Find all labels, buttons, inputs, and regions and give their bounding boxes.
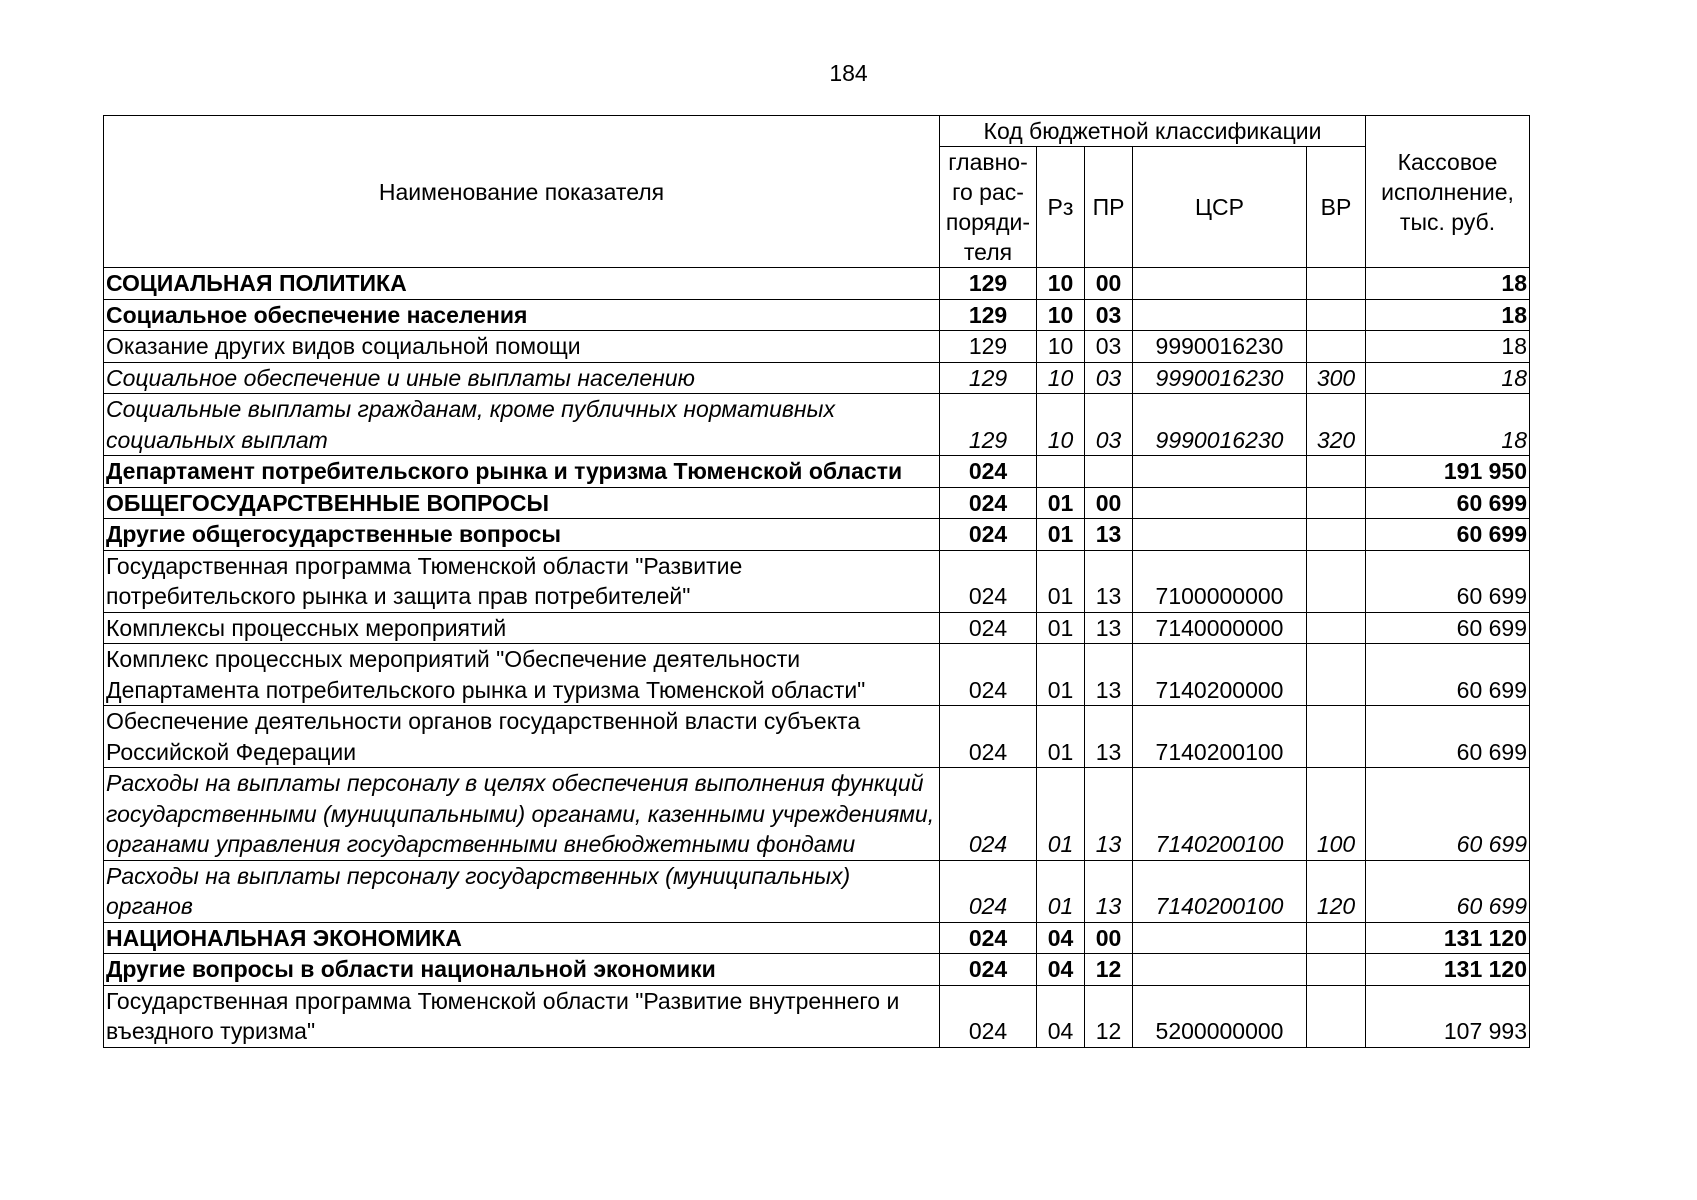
- cell-amount: 18: [1366, 268, 1530, 300]
- header-main-admin-line: поряди-: [945, 209, 1031, 235]
- cell-name: Оказание других видов социальной помощи: [104, 331, 940, 363]
- cell-name: Социальное обеспечение населения: [104, 299, 940, 331]
- table-row: [104, 860, 1530, 922]
- cell-vr: [1307, 550, 1366, 612]
- cell-csr: [1133, 299, 1307, 331]
- header-main-admin-line: главно-: [948, 149, 1028, 175]
- cell-main-admin: 024: [940, 487, 1037, 519]
- cell-main-admin: 129: [940, 362, 1037, 394]
- cell-vr: [1307, 268, 1366, 300]
- cell-vr: 100: [1307, 768, 1366, 861]
- cell-main-admin: 024: [940, 519, 1037, 551]
- cell-rz: 01: [1037, 768, 1085, 861]
- cell-amount: 191 950: [1366, 456, 1530, 488]
- cell-rz: 10: [1037, 362, 1085, 394]
- cell-csr: [1133, 456, 1307, 488]
- cell-name: Комплекс процессных мероприятий "Обеспечение деятельности Департамента потребительского рынка и туризма Тюменской области": [104, 644, 940, 706]
- cell-vr: [1307, 954, 1366, 986]
- table-row: [104, 706, 1530, 768]
- cell-rz: [1037, 456, 1085, 488]
- table-row: [104, 922, 1530, 954]
- cell-name: Обеспечение деятельности органов государственной власти субъекта Российской Федерации: [104, 706, 940, 768]
- cell-amount: 60 699: [1366, 860, 1530, 922]
- table-row: [104, 768, 1530, 861]
- cell-vr: 320: [1307, 394, 1366, 456]
- cell-main-admin: 024: [940, 550, 1037, 612]
- cell-rz: 01: [1037, 550, 1085, 612]
- cell-amount: 18: [1366, 362, 1530, 394]
- table-row: [104, 268, 1530, 300]
- budget-table: [103, 115, 1530, 1048]
- cell-pr: [1085, 456, 1133, 488]
- table-row: [104, 644, 1530, 706]
- table-body: [104, 268, 1530, 1048]
- cell-amount: 60 699: [1366, 519, 1530, 551]
- cell-csr: [1133, 954, 1307, 986]
- cell-main-admin: 129: [940, 394, 1037, 456]
- header-vr: ВР: [1307, 147, 1366, 268]
- header-csr: ЦСР: [1133, 147, 1307, 268]
- cell-pr: 13: [1085, 519, 1133, 551]
- page-number: 184: [829, 60, 868, 86]
- cell-pr: 03: [1085, 299, 1133, 331]
- cell-main-admin: 024: [940, 706, 1037, 768]
- cell-csr: 7140200100: [1133, 860, 1307, 922]
- cell-rz: 01: [1037, 612, 1085, 644]
- header-rz: Рз: [1037, 147, 1085, 268]
- table-row: [104, 550, 1530, 612]
- cell-csr: 7140200000: [1133, 644, 1307, 706]
- cell-main-admin: 024: [940, 860, 1037, 922]
- cell-pr: 13: [1085, 550, 1133, 612]
- cell-amount: 131 120: [1366, 922, 1530, 954]
- cell-name: Комплексы процессных мероприятий: [104, 612, 940, 644]
- header-name: Наименование показателя: [104, 116, 940, 268]
- header-pr: ПР: [1085, 147, 1133, 268]
- cell-csr: 9990016230: [1133, 394, 1307, 456]
- cell-amount: 18: [1366, 299, 1530, 331]
- cell-name: Другие вопросы в области национальной экономики: [104, 954, 940, 986]
- cell-main-admin: 024: [940, 612, 1037, 644]
- table-row: [104, 299, 1530, 331]
- cell-csr: 9990016230: [1133, 331, 1307, 363]
- cell-pr: 13: [1085, 706, 1133, 768]
- cell-name: Расходы на выплаты персоналу в целях обеспечения выполнения функций государственными (муниципальными) органами, казенными учреждениями, органами управления государственными внебюджетными фондами: [104, 768, 940, 861]
- cell-vr: 300: [1307, 362, 1366, 394]
- cell-name: НАЦИОНАЛЬНАЯ ЭКОНОМИКА: [104, 922, 940, 954]
- cell-main-admin: 024: [940, 768, 1037, 861]
- cell-amount: 131 120: [1366, 954, 1530, 986]
- cell-name: ОБЩЕГОСУДАРСТВЕННЫЕ ВОПРОСЫ: [104, 487, 940, 519]
- table-row: [104, 362, 1530, 394]
- table-row: [104, 519, 1530, 551]
- cell-rz: 04: [1037, 985, 1085, 1047]
- cell-pr: 03: [1085, 362, 1133, 394]
- cell-rz: 10: [1037, 394, 1085, 456]
- cell-csr: 9990016230: [1133, 362, 1307, 394]
- cell-rz: 01: [1037, 706, 1085, 768]
- cell-name: Другие общегосударственные вопросы: [104, 519, 940, 551]
- cell-csr: 7100000000: [1133, 550, 1307, 612]
- cell-main-admin: 129: [940, 299, 1037, 331]
- cell-pr: 12: [1085, 954, 1133, 986]
- cell-amount: 18: [1366, 331, 1530, 363]
- cell-amount: 60 699: [1366, 706, 1530, 768]
- cell-name: СОЦИАЛЬНАЯ ПОЛИТИКА: [104, 268, 940, 300]
- cell-vr: [1307, 985, 1366, 1047]
- cell-name: Департамент потребительского рынка и туризма Тюменской области: [104, 456, 940, 488]
- cell-vr: [1307, 299, 1366, 331]
- cell-name: Социальные выплаты гражданам, кроме публичных нормативных социальных выплат: [104, 394, 940, 456]
- header-main-admin-line: го рас-: [952, 179, 1024, 205]
- cell-rz: 10: [1037, 299, 1085, 331]
- cell-pr: 00: [1085, 922, 1133, 954]
- cell-csr: [1133, 487, 1307, 519]
- cell-csr: [1133, 922, 1307, 954]
- cell-rz: 01: [1037, 519, 1085, 551]
- cell-csr: 5200000000: [1133, 985, 1307, 1047]
- cell-rz: 10: [1037, 268, 1085, 300]
- cell-rz: 04: [1037, 922, 1085, 954]
- cell-name: Расходы на выплаты персоналу государственных (муниципальных) органов: [104, 860, 940, 922]
- cell-main-admin: 024: [940, 954, 1037, 986]
- cell-rz: 01: [1037, 860, 1085, 922]
- cell-vr: [1307, 706, 1366, 768]
- cell-amount: 60 699: [1366, 612, 1530, 644]
- cell-rz: 01: [1037, 487, 1085, 519]
- cell-vr: [1307, 644, 1366, 706]
- cell-pr: 13: [1085, 612, 1133, 644]
- cell-csr: 7140000000: [1133, 612, 1307, 644]
- header-amount-line: исполнение,: [1381, 178, 1514, 205]
- cell-amount: 60 699: [1366, 644, 1530, 706]
- cell-pr: 03: [1085, 331, 1133, 363]
- table-row: [104, 456, 1530, 488]
- cell-vr: [1307, 487, 1366, 519]
- cell-amount: 60 699: [1366, 550, 1530, 612]
- cell-vr: [1307, 612, 1366, 644]
- cell-name: Государственная программа Тюменской области "Развитие внутреннего и въездного туризма": [104, 985, 940, 1047]
- cell-vr: [1307, 922, 1366, 954]
- header-code-group: Код бюджетной классификации: [940, 116, 1366, 147]
- header-amount-line: тыс. руб.: [1399, 208, 1496, 235]
- header-main-admin-line: теля: [963, 239, 1013, 265]
- cell-pr: 13: [1085, 860, 1133, 922]
- table-row: [104, 331, 1530, 363]
- cell-pr: 00: [1085, 487, 1133, 519]
- cell-csr: 7140200100: [1133, 768, 1307, 861]
- cell-pr: 13: [1085, 768, 1133, 861]
- cell-main-admin: 129: [940, 268, 1037, 300]
- table-row: [104, 985, 1530, 1047]
- cell-pr: 12: [1085, 985, 1133, 1047]
- table-row: [104, 954, 1530, 986]
- cell-main-admin: 024: [940, 985, 1037, 1047]
- cell-rz: 01: [1037, 644, 1085, 706]
- cell-main-admin: 024: [940, 644, 1037, 706]
- cell-amount: 60 699: [1366, 487, 1530, 519]
- table-row: [104, 612, 1530, 644]
- cell-amount: 60 699: [1366, 768, 1530, 861]
- header-amount-line: Кассовое: [1397, 148, 1498, 175]
- table-header: [104, 116, 1530, 268]
- table-row: [104, 394, 1530, 456]
- cell-name: Социальное обеспечение и иные выплаты населению: [104, 362, 940, 394]
- cell-vr: [1307, 456, 1366, 488]
- cell-main-admin: 129: [940, 331, 1037, 363]
- cell-csr: [1133, 519, 1307, 551]
- cell-vr: 120: [1307, 860, 1366, 922]
- cell-main-admin: 024: [940, 922, 1037, 954]
- cell-csr: 7140200100: [1133, 706, 1307, 768]
- cell-main-admin: 024: [940, 456, 1037, 488]
- header-amount: [1366, 116, 1530, 268]
- table-row: [104, 487, 1530, 519]
- cell-vr: [1307, 519, 1366, 551]
- cell-pr: 13: [1085, 644, 1133, 706]
- cell-rz: 10: [1037, 331, 1085, 363]
- header-main-admin: [940, 147, 1037, 268]
- cell-pr: 00: [1085, 268, 1133, 300]
- cell-rz: 04: [1037, 954, 1085, 986]
- cell-amount: 18: [1366, 394, 1530, 456]
- cell-amount: 107 993: [1366, 985, 1530, 1047]
- cell-pr: 03: [1085, 394, 1133, 456]
- cell-name: Государственная программа Тюменской области "Развитие потребительского рынка и защита прав потребителей": [104, 550, 940, 612]
- cell-vr: [1307, 331, 1366, 363]
- cell-csr: [1133, 268, 1307, 300]
